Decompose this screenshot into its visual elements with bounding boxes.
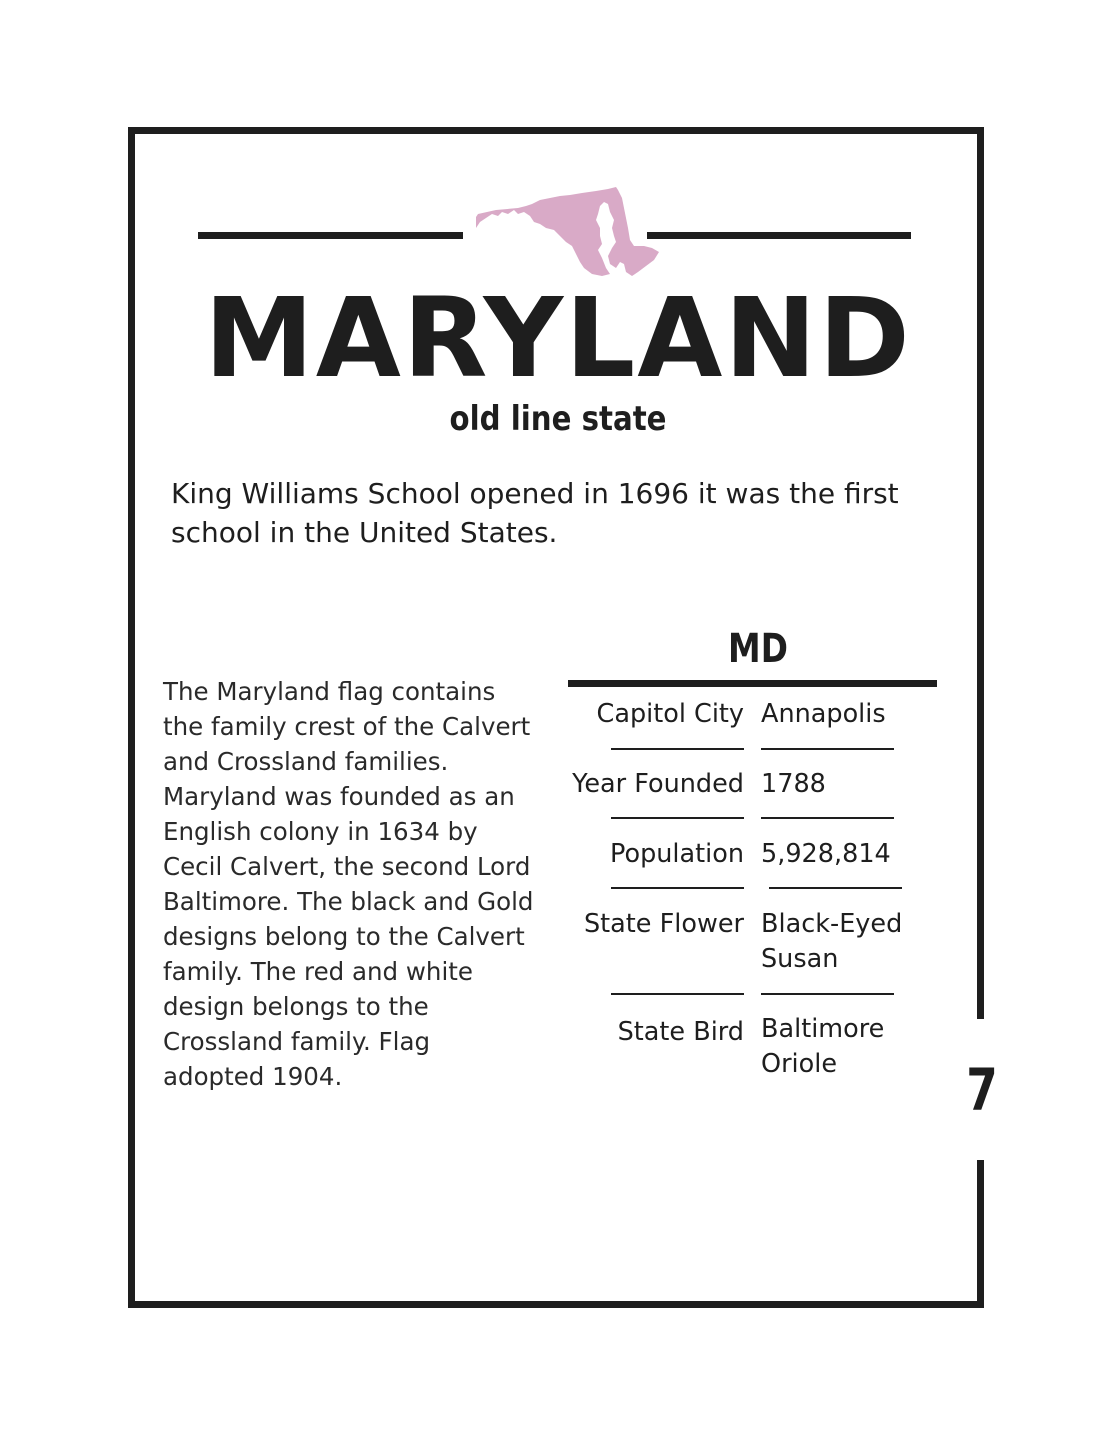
fact-value-state-flower: Black-Eyed Susan — [761, 909, 903, 974]
flag-description-paragraph: The Maryland flag contains the family crest of the Calvert and Crossland families. Maryland was founded as an English colony in 1634 by Cecil Calvert, the second Lord Baltimore. The black and Gold designs belong to the Calvert family. The red and white design belongs to the Crossland family. Flag adopted 1904. — [163, 677, 534, 1091]
fact-rule-label — [611, 887, 744, 889]
fact-value-population: 5,928,814 — [761, 839, 891, 869]
maryland-map-icon — [474, 184, 662, 278]
fact-rule-label — [611, 993, 744, 995]
frame-left-border — [128, 127, 135, 1308]
frame-bottom-border — [128, 1301, 984, 1308]
fun-fact-paragraph: King Williams School opened in 1696 it was the first school in the United States. — [171, 477, 899, 549]
fact-label-state-bird: State Bird — [617, 1017, 744, 1047]
header-rule-left — [198, 232, 463, 239]
fact-value-state-bird: Baltimore Oriole — [761, 1014, 885, 1079]
frame-top-border — [128, 127, 984, 134]
fact-value-capitol-city: Annapolis — [761, 699, 886, 729]
fact-label-year-founded: Year Founded — [572, 769, 744, 799]
header-rule-right — [647, 232, 911, 239]
state-nickname: old line state — [449, 399, 667, 439]
abbreviation-rule — [568, 680, 937, 687]
fact-label-capitol-city: Capitol City — [596, 699, 744, 729]
state-abbreviation: MD — [728, 626, 788, 672]
fact-rule-label — [611, 817, 744, 819]
fact-value-year-founded: 1788 — [761, 769, 826, 799]
state-name-title: MARYLAND — [204, 274, 912, 402]
frame-right-border-upper — [977, 127, 984, 1019]
fact-rule-value — [761, 817, 894, 819]
page-number: 7 — [966, 1056, 998, 1124]
fact-rule-value — [761, 748, 894, 750]
fact-rule-label — [611, 748, 744, 750]
frame-right-border-lower — [977, 1160, 984, 1308]
fact-label-population: Population — [610, 839, 744, 869]
fact-rule-value — [761, 993, 894, 995]
fact-rule-value — [769, 887, 902, 889]
fact-label-state-flower: State Flower — [584, 909, 744, 939]
